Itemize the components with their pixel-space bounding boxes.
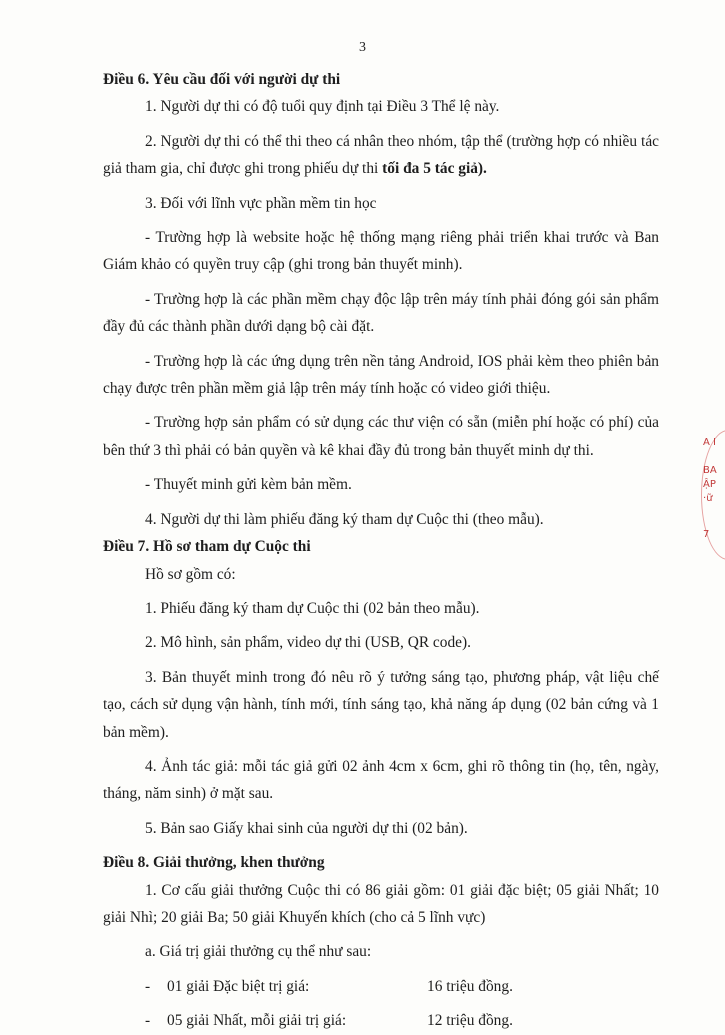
article-7-item-1: 1. Phiếu đăng ký tham dự Cuộc thi (02 bản theo mẫu).: [145, 599, 480, 617]
prize-label: 05 giải Nhất, mỗi giải trị giá:: [167, 1012, 347, 1030]
stamp-text: ẬP: [703, 479, 716, 490]
article-7-item-4: 4. Ảnh tác giả: mỗi tác giả gửi 02 ảnh 4cm x 6cm, ghi rõ thông tin (họ, tên, ngày, tháng, năm sinh) ở mặt sau.: [103, 757, 659, 803]
article-8-heading: Điều 8. Giải thưởng, khen thưởng: [103, 854, 325, 872]
article-8-item-1: 1. Cơ cấu giải thưởng Cuộc thi có 86 giải gồm: 01 giải đặc biệt; 05 giải Nhất; 10 giải Nhì; 20 giải Ba; 50 giải Khuyến khích (cho cả 5 lĩnh vực): [103, 881, 659, 926]
prize-value: 16 triệu đồng.: [427, 977, 513, 995]
article-6-bullet-4: - Trường hợp sản phẩm có sử dụng các thư viện có sẵn (miễn phí hoặc có phí) của bên thứ 3 thì phải có bản quyền và kê khai đầy đủ trong bản thuyết minh dự thi.: [103, 414, 659, 459]
stamp-text: BA: [703, 465, 717, 476]
article-7-intro: Hồ sơ gồm có:: [145, 565, 236, 583]
article-6-item-3: 3. Đối với lĩnh vực phần mềm tin học: [145, 194, 377, 212]
article-6-item-4: 4. Người dự thi làm phiếu đăng ký tham dự Cuộc thi (theo mẫu).: [145, 510, 544, 528]
article-6-item-2-bold: tối đa 5 tác giả).: [382, 160, 487, 178]
article-6-item-2-text: 2. Người dự thi có thể thi theo cá nhân theo nhóm, tập thể (trường hợp có nhiều tác giả tham gia, chỉ được ghi trong phiếu dự thi: [103, 132, 659, 178]
prize-dash: -: [145, 1012, 151, 1030]
prize-label: 01 giải Đặc biệt trị giá:: [167, 977, 310, 995]
stamp-text: ·ữ: [703, 493, 713, 504]
article-7-item-3: 3. Bản thuyết minh trong đó nêu rõ ý tưởng sáng tạo, phương pháp, vật liệu chế tạo, cách sử dụng vận hành, tính mới, tính sáng tạo, khả năng áp dụng (02 bản cứng và 1 bản mềm).: [103, 668, 659, 741]
article-6-item-1: 1. Người dự thi có độ tuổi quy định tại Điều 3 Thể lệ này.: [145, 98, 500, 116]
article-8-item-a: a. Giá trị giải thưởng cụ thể như sau:: [145, 943, 372, 961]
red-stamp-fragment: [703, 432, 725, 557]
prize-row: [145, 973, 659, 1000]
article-6-bullet-5: - Thuyết minh gửi kèm bản mềm.: [145, 476, 352, 494]
article-7-item-2: 2. Mô hình, sản phẩm, video dự thi (USB, QR code).: [145, 634, 471, 652]
article-7-item-5: 5. Bản sao Giấy khai sinh của người dự thi (02 bản).: [145, 819, 468, 837]
article-6-heading: Điều 6. Yêu cầu đối với người dự thi: [103, 71, 341, 88]
article-7-heading: Điều 7. Hồ sơ tham dự Cuộc thi: [103, 538, 311, 556]
article-6-bullet-1: - Trường hợp là website hoặc hệ thống mạng riêng phải triển khai trước và Ban Giám khảo có quyền truy cập (ghi trong bản thuyết minh).: [103, 229, 659, 274]
article-6-bullet-2: - Trường hợp là các phần mềm chạy độc lập trên máy tính phải đóng gói sản phẩm đầy đủ các thành phần dưới dạng bộ cài đặt.: [103, 290, 659, 336]
stamp-text: 7: [703, 529, 710, 540]
prize-row: [145, 1007, 659, 1034]
page-number: 3: [359, 40, 366, 55]
prize-value: 12 triệu đồng.: [427, 1012, 513, 1030]
stamp-text: A I: [703, 437, 716, 448]
article-6-item-2: [103, 128, 659, 183]
prize-dash: -: [145, 977, 151, 995]
article-6-bullet-3: - Trường hợp là các ứng dụng trên nền tảng Android, IOS phải kèm theo phiên bản chạy được trên phần mềm giả lập trên máy tính hoặc có video giới thiệu.: [103, 352, 659, 398]
document-body: [103, 66, 659, 1035]
